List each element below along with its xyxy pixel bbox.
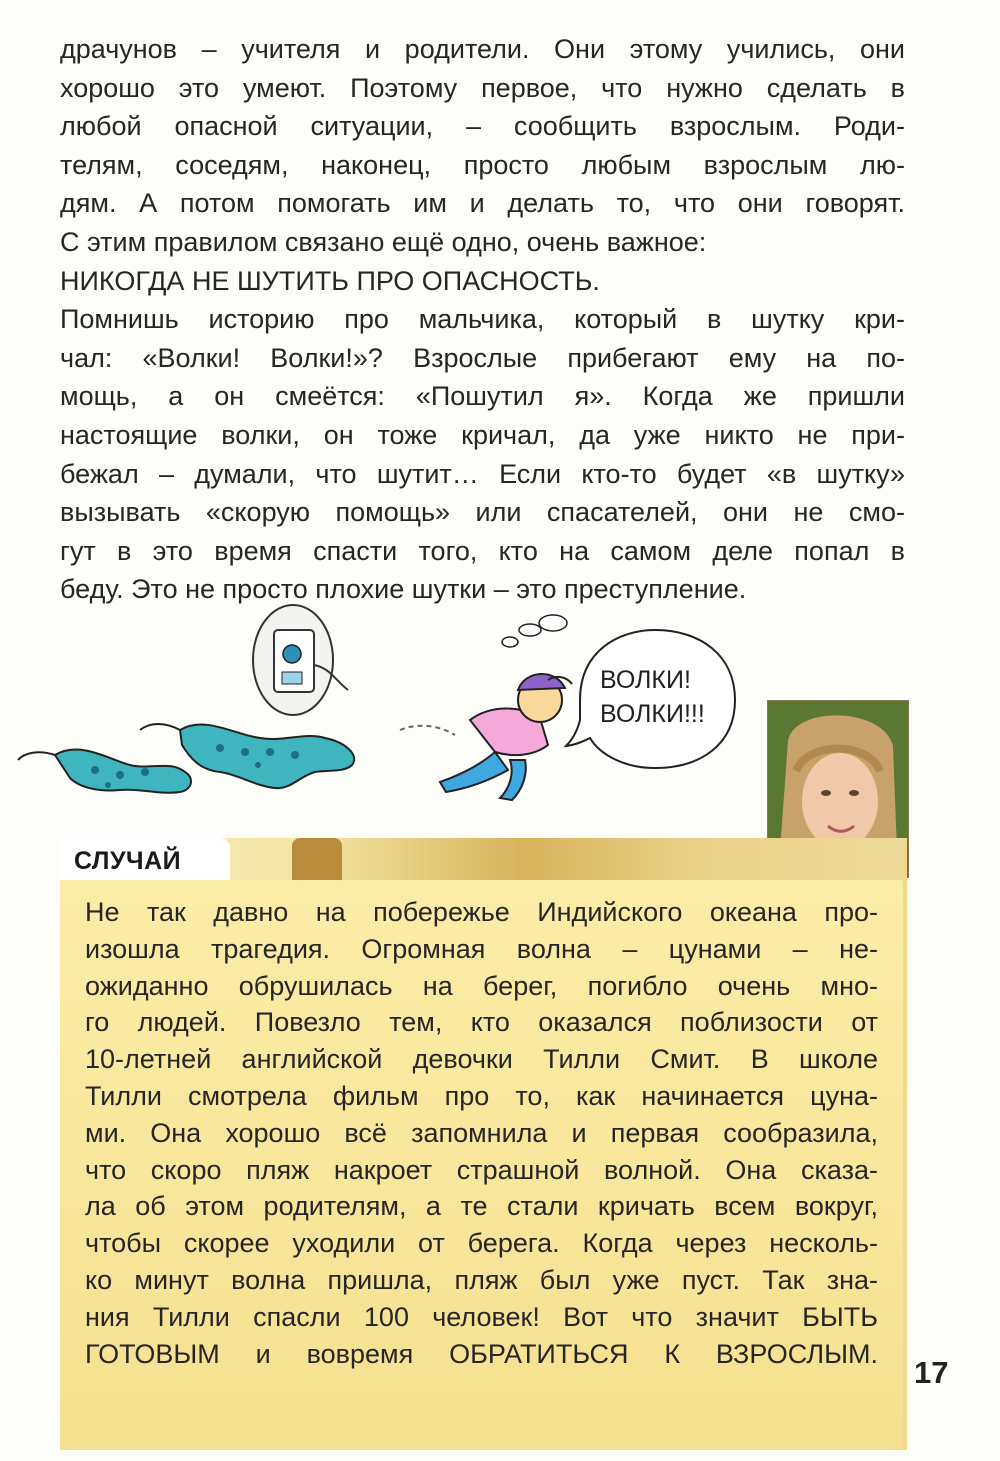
thought-dots: [502, 615, 567, 647]
story-line: Тилли смотрела фильм про то, как начинается цуна-: [85, 1080, 878, 1111]
text-line: С этим правилом связано ещё одно, очень важное:: [60, 226, 707, 257]
text-line: драчунов – учителя и родители. Они этому учились, они: [60, 34, 905, 64]
story-line: ко минут волна пришла, пляж был уже пуст. Так зна-: [85, 1264, 878, 1295]
text-line: чал: «Волки! Волки!»? Взрослые прибегают ему на по-: [60, 342, 905, 373]
bubble-line: ВОЛКИ!: [600, 666, 691, 694]
text-line: хорошо это умеют. Поэтому первое, что нужно сделать в: [60, 72, 905, 103]
rule-heading: НИКОГДА НЕ ШУТИТЬ ПРО ОПАСНОСТЬ.: [60, 265, 600, 296]
text-line: гут в это время спасти того, кто на самом деле попал в: [60, 535, 905, 566]
intercom-icon: [253, 605, 348, 715]
story-line: ла об этом родителям, а те стали кричать всем вокруг,: [85, 1191, 878, 1222]
story-line: ГОТОВЫМ и вовремя ОБРАТИТЬСЯ К ВЗРОСЛЫМ.: [85, 1338, 878, 1369]
speech-bubble: [566, 630, 735, 768]
story-header-accent: [292, 838, 342, 880]
story-box-edge: [903, 838, 907, 1450]
text-line: мощь, а он смеётся: «Пошутил я». Когда же пришли: [60, 381, 905, 412]
text-line: настоящие волки, он тоже кричал, да уже никто не при-: [60, 419, 905, 450]
running-boy: [400, 674, 572, 800]
text-line: телям, соседям, наконец, просто любым взрослым лю-: [60, 149, 905, 180]
story-paragraph: [85, 894, 878, 1372]
wolf-back: [18, 750, 191, 793]
story-line: ми. Она хорошо всё запомнила и первая сообразила,: [85, 1117, 878, 1148]
text-line: Помнишь историю про мальчика, который в шутку кри-: [60, 304, 905, 335]
story-line: Не так давно на побережье Индийского океана про-: [85, 897, 878, 927]
story-box: [60, 880, 903, 1450]
bubble-line: ВОЛКИ!!!: [600, 700, 705, 728]
story-tab-label: СЛУЧАЙ: [60, 838, 230, 880]
story-line: чтобы скорее уходили от берега. Когда через несколь-: [85, 1228, 878, 1259]
text-line: вызывать «скорую помощь» или спасателей, они не смо-: [60, 497, 905, 528]
text-line: бежал – думали, что шутит… Если кто-то будет «в шутку»: [60, 458, 905, 489]
story-line: го людей. Повезло тем, кто оказался поблизости от: [85, 1007, 878, 1038]
story-line: изошла трагедия. Огромная волна – цунами – не-: [85, 933, 878, 964]
text-line: беду. Это не просто плохие шутки – это преступление.: [60, 574, 747, 605]
page-number: 17: [914, 1355, 949, 1390]
story-line: ожиданно обрушилась на берег, погибло очень мно-: [85, 970, 878, 1001]
story-line: 10-летней английской девочки Тилли Смит. В школе: [85, 1044, 878, 1075]
text-line: дям. А потом помогать им и делать то, что они говорят.: [60, 188, 905, 219]
main-paragraph: [60, 30, 905, 609]
story-line: ния Тилли спасли 100 человек! Вот что значит БЫТЬ: [85, 1301, 878, 1332]
story-line: что скоро пляж накроет страшной волной. Она сказа-: [85, 1154, 878, 1185]
text-line: любой опасной ситуации, – сообщить взрослым. Роди-: [60, 111, 905, 142]
